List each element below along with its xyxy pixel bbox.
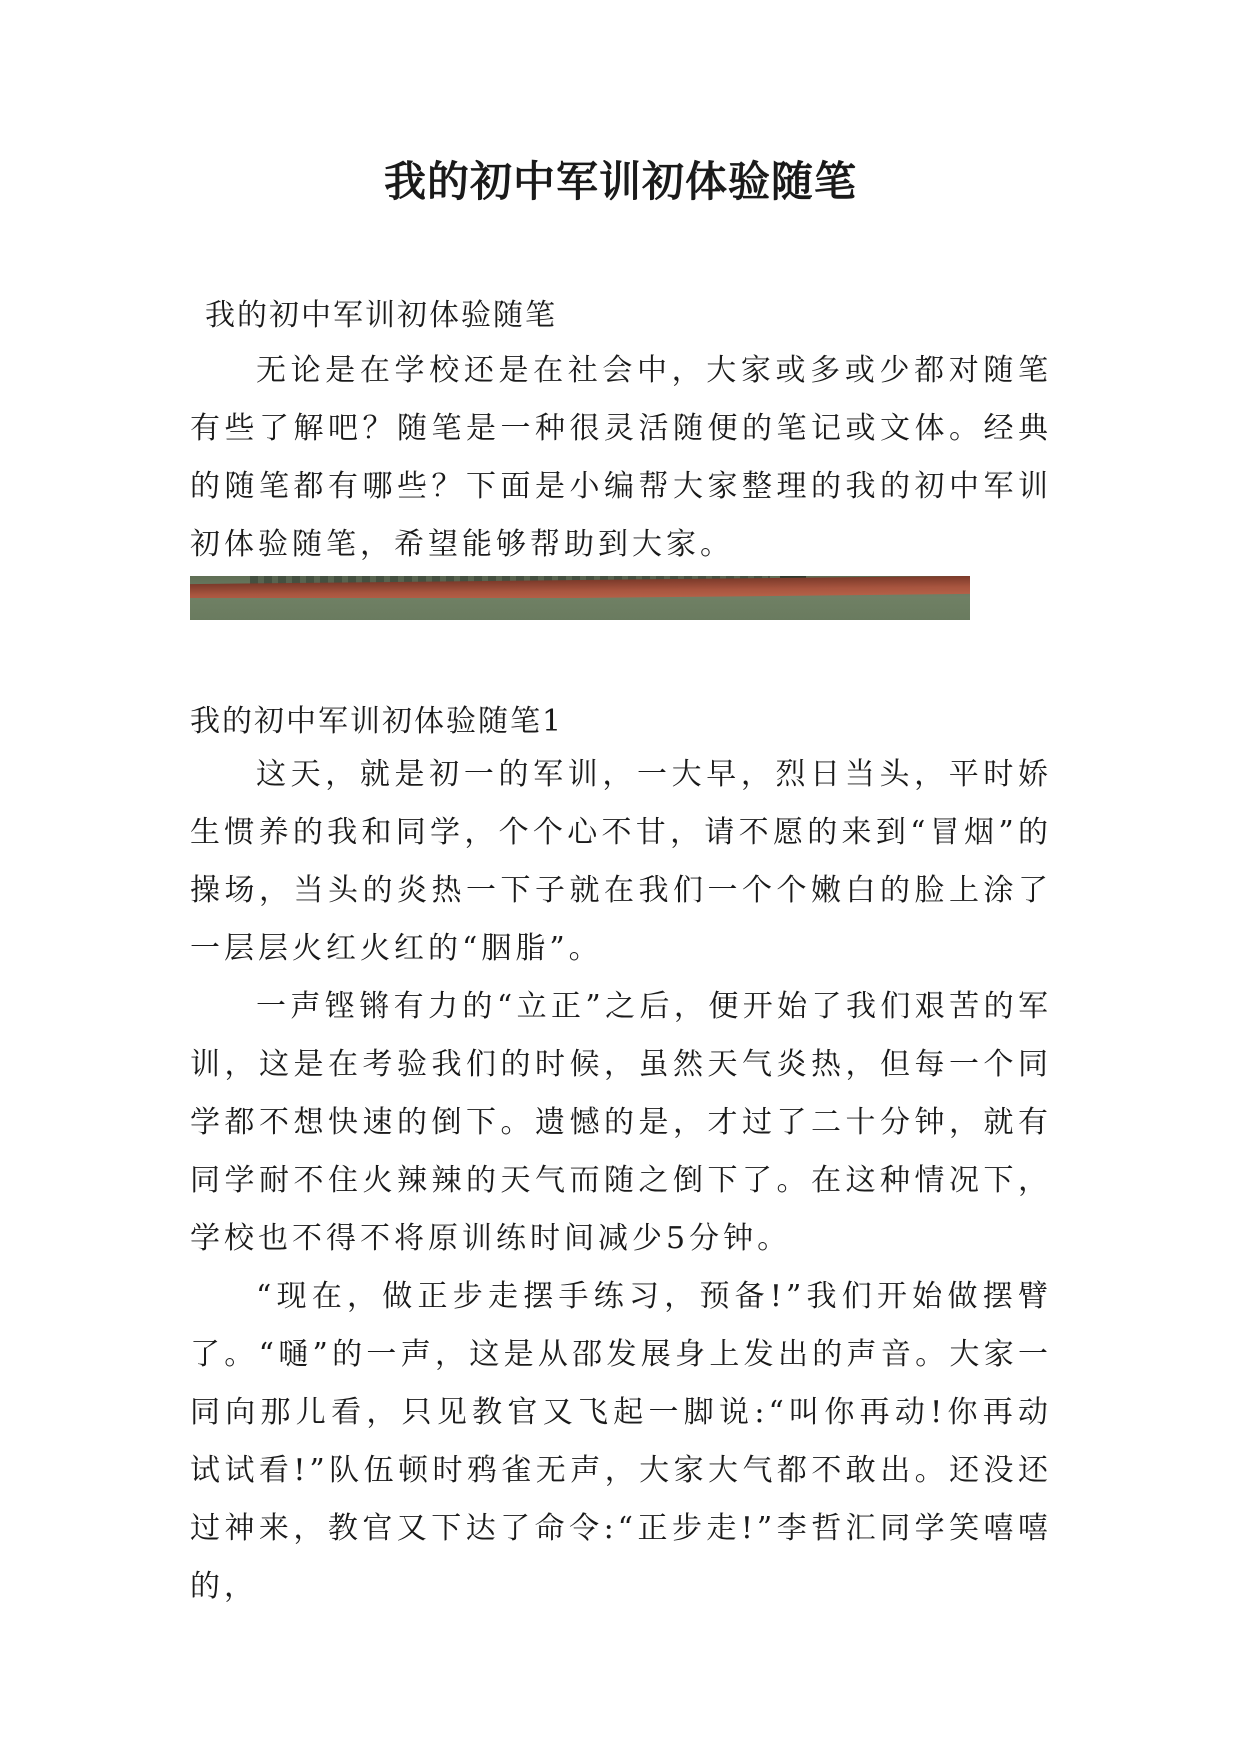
intro-paragraph: 无论是在学校还是在社会中，大家或多或少都对随笔有些了解吧？随笔是一种很灵活随便的笔记或文体。经典的随笔都有哪些？下面是小编帮大家整理的我的初中军训初体验随笔，希望能够帮助到大家。: [190, 353, 1052, 562]
field-grass: [190, 598, 970, 620]
section-paragraph: 一声铿锵有力的“立正”之后，便开始了我们艰苦的军训，这是在考验我们的时候，虽然天气炎热，但每一个同学都不想快速的倒下。遗憾的是，才过了二十分钟，就有同学耐不住火辣辣的天气而随之倒下了。在这种情况下，学校也不得不将原训练时间减少5分钟。: [190, 989, 1052, 1256]
section-heading: 我的初中军训初体验随笔1: [190, 704, 564, 739]
document-subtitle: 我的初中军训初体验随笔: [205, 298, 557, 333]
military-training-photo: [190, 576, 970, 620]
section-paragraph: 这天，就是初一的军训，一大早，烈日当头，平时娇生惯养的我和同学，个个心不甘，请不愿的来到“冒烟”的操场，当头的炎热一下子就在我们一个个嫩白的脸上涂了一层层火红火红的“胭脂”。: [190, 757, 1052, 966]
section-paragraph: “现在，做正步走摆手练习，预备!”我们开始做摆臂了。“嗵”的一声，这是从邵发展身上发出的声音。大家一同向那儿看，只见教官又飞起一脚说:“叫你再动!你再动试试看!”队伍顿时鸦雀无声，大家大气都不敢出。还没还过神来，教官又下达了命令:“正步走!”李哲汇同学笑嘻嘻的，: [190, 1279, 1052, 1604]
document-title: 我的初中军训初体验随笔: [383, 157, 857, 206]
